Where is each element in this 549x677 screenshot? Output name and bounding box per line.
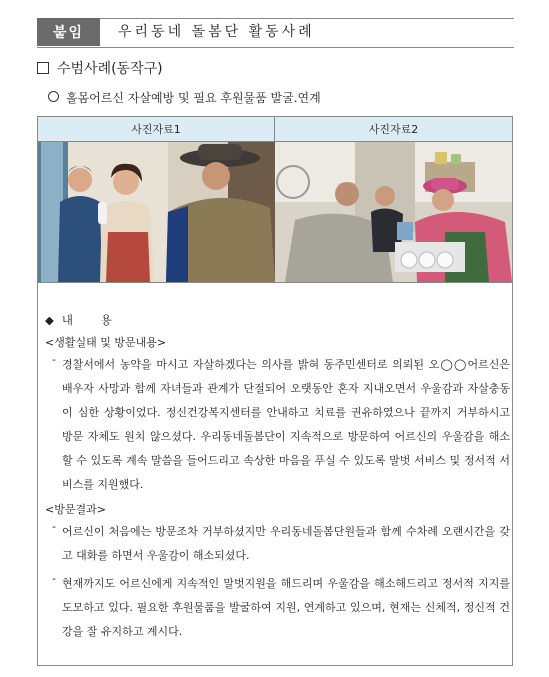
list-item: [45, 353, 510, 497]
content-body: [45, 312, 510, 648]
group-heading-2: <방문결과>: [45, 503, 106, 516]
subsection-heading: [48, 89, 321, 106]
header-badge: 붙임: [37, 18, 100, 46]
dash-bullet: -: [52, 520, 56, 533]
section-heading: [37, 58, 163, 78]
dash-bullet: -: [52, 572, 56, 585]
group-heading-1: <생활실태 및 방문내용>: [45, 336, 167, 349]
photo-header-2: 사진자료2: [274, 116, 513, 142]
dash-bullet: -: [52, 353, 56, 366]
photo-1: [38, 142, 275, 283]
content-heading-text: 내 용: [61, 313, 124, 327]
diamond-bullet-icon: ◆: [45, 313, 54, 327]
list-item-text: 경찰서에서 농약을 마시고 자살하겠다는 의사를 밝혀 동주민센터로 의뢰된 오◯◯어르신은 배우자 사망과 함께 자녀들과 관계가 단절되어 오랫동안 혼자 지내오면서 우울감과 자살충동이 심한 상황이었다. 정신건강복지센터를 안내하고 치료를 권유하였으나 끝까지 거부하시고 방문 자체도 원치 않으셨다. 우리동네돌봄단이 지속적으로 방문하여 어르신의 우울감을 해소할 수 있도록 계속 말씀을 들어드리고 속상한 마음을 푸실 수 있도록 말벗 서비스 및 정서적 서비스를 지원했다.: [62, 358, 510, 491]
subsection-title: 홀몸어르신 자살예방 및 필요 후원물품 발굴.연계: [66, 91, 321, 105]
list-item-text: 현재까지도 어르신에게 지속적인 말벗지원을 해드리며 우울감을 해소해드리고 정서적 지지를 도모하고 있다. 필요한 후원물품을 발굴하여 지원, 연계하고 있으며, 현재는 신체적, 정신적 건강을 잘 유지하고 계시다.: [62, 577, 510, 638]
section-title: 수범사례(동작구): [57, 61, 163, 77]
list-item: [45, 520, 510, 568]
page-title: 우리동네 돌봄단 활동사례: [118, 24, 315, 40]
circle-bullet-icon: [48, 91, 59, 102]
list-item-text: 어르신이 처음에는 방문조차 거부하셨지만 우리동네돌봄단원들과 함께 수차례 오랜시간을 갖고 대화를 하면서 우울감이 해소되셨다.: [62, 525, 510, 562]
photo-2: [275, 142, 512, 283]
list-item: [45, 572, 510, 644]
photo-header-1: 사진자료1: [37, 116, 275, 142]
content-heading: [45, 312, 510, 328]
checkbox-square-icon: [37, 62, 49, 74]
